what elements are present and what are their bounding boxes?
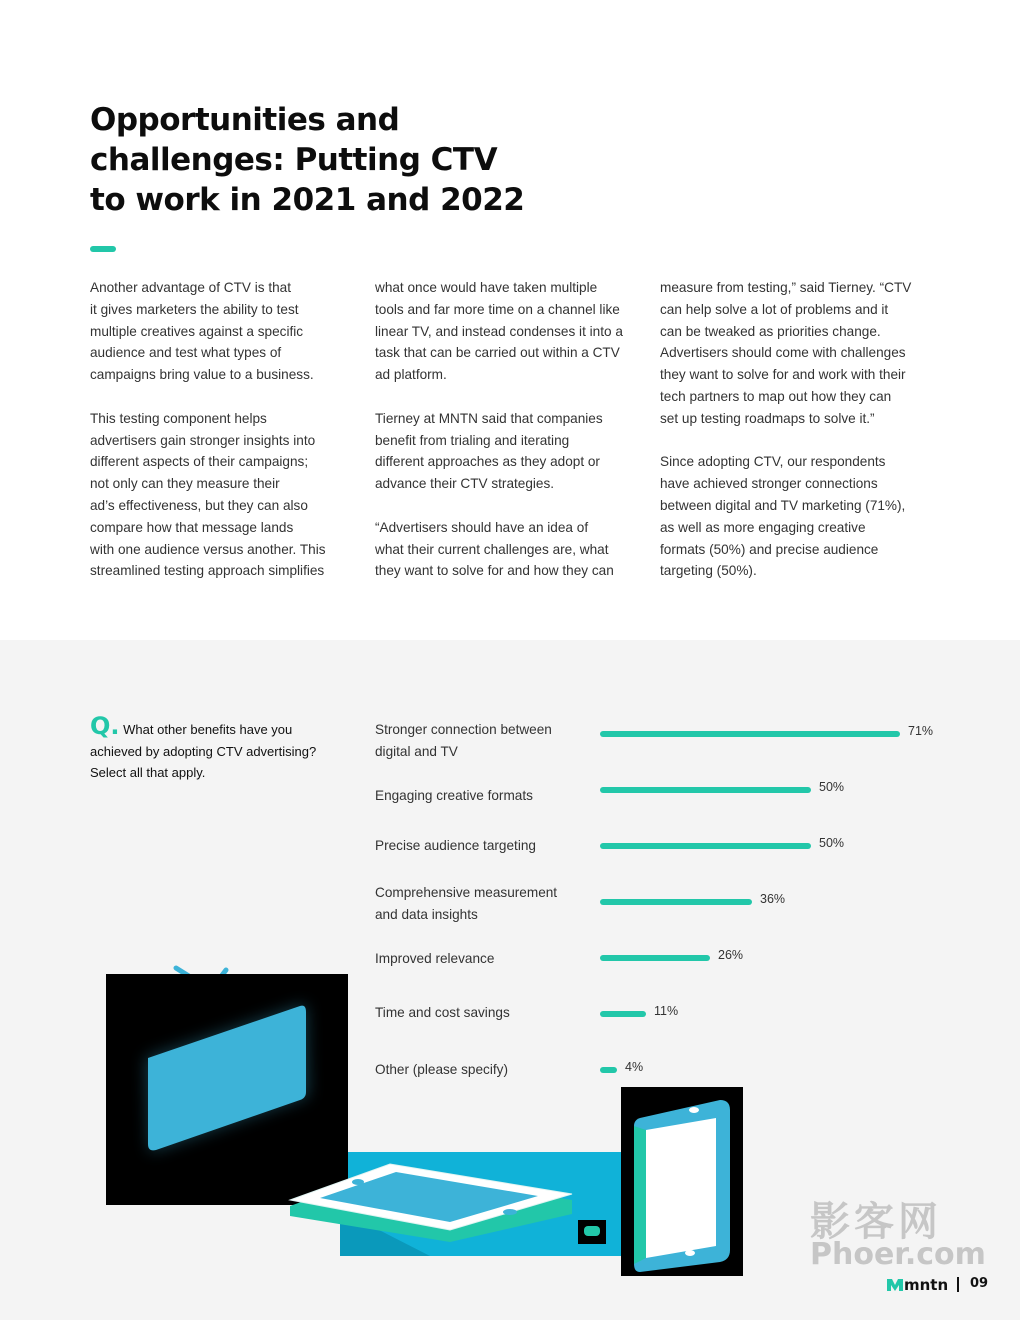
question-mark-label: Q. [90,712,120,740]
devices-illustration [100,960,750,1280]
body-column-1 [90,277,362,604]
body-text-line: with one audience versus another. This [90,541,326,557]
body-text-line: Advertisers should come with challenges [660,345,906,361]
bar-label [375,785,585,807]
body-text-line: what once would have taken multiple [375,280,598,295]
title-line: Opportunities and [90,102,400,138]
bar-value-label: 71% [908,724,934,738]
body-text-line: audience and test what types of [90,345,282,361]
body-text-line: tech partners to map out how they can [660,388,892,404]
bar-label-line: Engaging creative formats [375,788,533,803]
body-paragraph [375,517,647,582]
body-text-line: can help solve a lot of problems and it [660,301,889,317]
bar-label-line: and data insights [375,907,478,922]
bar-value-label: 11% [654,1004,679,1018]
bar-label [375,835,585,857]
body-paragraph [90,408,362,582]
body-text-line: different approaches as they adopt or [375,454,600,470]
mntn-logo-icon [886,1277,904,1292]
body-paragraph [375,277,647,386]
watermark [810,1200,986,1270]
body-column-3 [660,277,932,604]
bar-value-label: 4% [625,1060,644,1074]
body-paragraph [660,277,932,430]
bar-label-line: digital and TV [375,744,458,759]
bar-label [375,719,585,763]
body-text-line: not only can they measure their [90,476,280,492]
phone-icon [634,1100,730,1272]
bar-value-label: 50% [819,780,845,794]
bar [600,731,900,737]
question-line: What other benefits have you [123,722,293,737]
bar-label-line: Time and cost savings [375,1005,510,1020]
small-device-icon [578,1220,606,1244]
body-text-line: as well as more engaging creative [660,519,866,535]
body-text-line: advance their CTV strategies. [375,476,555,492]
bar-value-label: 26% [718,948,744,962]
body-paragraph [375,408,647,495]
watermark-line-2: Phoer.com [810,1237,986,1272]
body-text-line: Another advantage of CTV is that [90,280,292,295]
title-accent-bar [90,246,116,252]
question-line: achieved by adopting CTV advertising? [90,743,317,759]
body-text-line: can be tweaked as priorities change. [660,323,881,339]
body-text-line: ad platform. [375,367,447,383]
body-text-line: between digital and TV marketing (71%), [660,497,906,513]
bar-value-label: 36% [760,892,786,906]
title-line: challenges: Putting CTV [90,142,498,178]
bar-label-line: Improved relevance [375,951,495,966]
body-text-line: what their current challenges are, what [375,541,609,557]
body-text-line: multiple creatives against a specific [90,323,304,339]
bar-label-line: Stronger connection between [375,722,552,737]
body-text-line: they want to solve for and work with their [660,367,906,383]
bar-label [375,882,585,926]
body-text-line: “Advertisers should have an idea of [375,519,589,535]
body-text-line: set up testing roadmaps to solve it.” [660,410,875,426]
body-text-line: advertisers gain stronger insights into [90,432,316,448]
bar-label-line: Precise audience targeting [375,838,536,853]
body-text-line: task that can be carried out within a CTV [375,345,620,361]
bar [600,843,811,849]
body-text-line: targeting (50%). [660,563,757,579]
body-text-line: streamlined testing approach simplifies [90,563,325,579]
body-text-line: different aspects of their campaigns; [90,454,309,470]
body-text-line: ad’s effectiveness, but they can also [90,497,308,513]
body-text-line: it gives marketers the ability to test [90,301,299,317]
body-text-line: benefit from trialing and iterating [375,432,570,448]
title-line: to work in 2021 and 2022 [90,182,525,218]
question-line: Select all that apply. [90,765,206,780]
body-text-line: tools and far more time on a channel like [375,301,620,317]
body-paragraph [90,277,362,386]
bar-label-line: Comprehensive measurement [375,885,558,900]
page-title [90,100,530,220]
page-number: 09 [970,1276,989,1291]
survey-question [90,712,340,784]
footer-logo [886,1276,948,1294]
bar-value-label: 50% [819,836,845,850]
body-text-line: linear TV, and instead condenses it into a [375,323,623,339]
body-text-line: formats (50%) and precise audience [660,541,879,557]
body-text-line: compare how that message lands [90,519,294,535]
body-text-line: they want to solve for and how they can [375,563,614,579]
body-text-line: measure from testing,” said Tierney. “CTV [660,280,912,295]
footer-divider [957,1277,959,1292]
body-paragraph [660,451,932,582]
bar [600,787,811,793]
body-text-line: Tierney at MNTN said that companies [375,410,603,426]
bar-label-line: Other (please specify) [375,1062,508,1077]
body-column-2 [375,277,647,604]
watermark-line-1: 影客网 [810,1199,942,1245]
body-text-line: campaigns bring value to a business. [90,367,314,383]
body-text-line: Since adopting CTV, our respondents [660,454,886,470]
footer-logo-text: mntn [904,1276,949,1294]
body-text-line: have achieved stronger connections [660,476,878,492]
bar [600,899,752,905]
body-text-line: This testing component helps [90,410,267,426]
